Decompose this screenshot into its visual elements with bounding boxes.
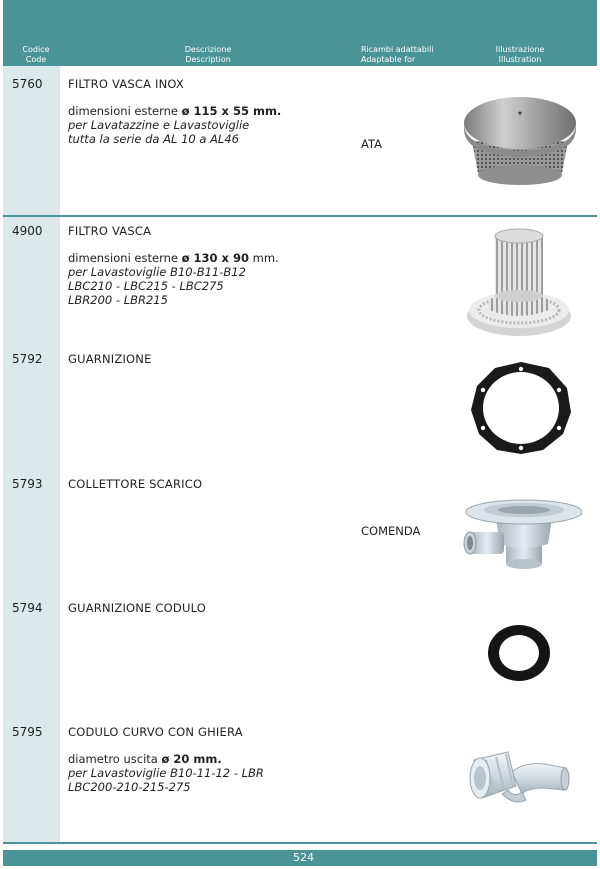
item-code: 5760 xyxy=(12,77,43,91)
compat-line: LBR200 - LBR215 xyxy=(68,293,168,307)
compat-line: LBC210 - LBC215 - LBC275 xyxy=(68,279,224,293)
header-code-it: Codice xyxy=(22,45,50,54)
dim-prefix: diametro uscita xyxy=(68,752,162,766)
dim-suffix: mm. xyxy=(248,251,279,265)
header-code xyxy=(19,45,53,65)
item-title: GUARNIZIONE CODULO xyxy=(68,601,207,615)
curved-elbow-icon xyxy=(466,742,570,814)
compat-line: per Lavatazzine e Lavastoviglie xyxy=(68,118,250,132)
section-divider xyxy=(3,215,597,217)
item-description xyxy=(68,752,264,794)
item-code: 5794 xyxy=(12,601,43,615)
header-adapt-it: Ricambi adattabili xyxy=(361,45,434,54)
dim-value: ø 130 x 90 xyxy=(181,251,249,265)
table-header xyxy=(3,0,597,66)
item-code: 5795 xyxy=(12,725,43,739)
item-description xyxy=(68,104,281,146)
header-desc-it: Descrizione xyxy=(184,45,232,54)
header-adaptable xyxy=(361,45,471,65)
header-adapt-en: Adaptable for xyxy=(361,55,416,64)
header-illus-it: Illustrazione xyxy=(495,45,545,54)
compat-line: per Lavastoviglie B10-11-12 - LBR xyxy=(68,766,264,780)
header-illustration xyxy=(477,45,563,65)
item-code: 5792 xyxy=(12,352,43,366)
page-footer xyxy=(3,850,597,866)
section-divider xyxy=(3,842,597,844)
dim-prefix: dimensioni esterne xyxy=(68,251,182,265)
item-title: FILTRO VASCA INOX xyxy=(68,77,184,91)
compat-line: tutta la serie da AL 10 a AL46 xyxy=(68,132,239,146)
item-title: GUARNIZIONE xyxy=(68,352,152,366)
item-adaptable: COMENDA xyxy=(361,524,421,538)
compat-line: LBC200-210-215-275 xyxy=(68,780,191,794)
plastic-filter-icon xyxy=(465,224,573,340)
dim-prefix: dimensioni esterne xyxy=(68,104,182,118)
dim-value: ø 115 x 55 mm. xyxy=(181,104,282,118)
header-desc-en: Description xyxy=(185,55,231,64)
item-code: 4900 xyxy=(12,224,43,238)
item-title: CODULO CURVO CON GHIERA xyxy=(68,725,243,739)
gasket-icon xyxy=(469,360,573,456)
stainless-filter-icon xyxy=(460,93,580,193)
compat-line: per Lavastoviglie B10-B11-B12 xyxy=(68,265,246,279)
item-description xyxy=(68,251,279,307)
item-code: 5793 xyxy=(12,477,43,491)
page-number: 524 xyxy=(293,851,314,864)
header-description xyxy=(153,45,263,65)
ring-gasket-icon xyxy=(487,624,551,682)
drain-collector-icon xyxy=(456,490,582,570)
item-title: COLLETTORE SCARICO xyxy=(68,477,203,491)
header-illus-en: Illustration xyxy=(498,55,542,64)
item-title: FILTRO VASCA xyxy=(68,224,152,238)
header-code-en: Code xyxy=(25,55,47,64)
item-adaptable: ATA xyxy=(361,137,382,151)
dim-value: ø 20 mm. xyxy=(161,752,222,766)
